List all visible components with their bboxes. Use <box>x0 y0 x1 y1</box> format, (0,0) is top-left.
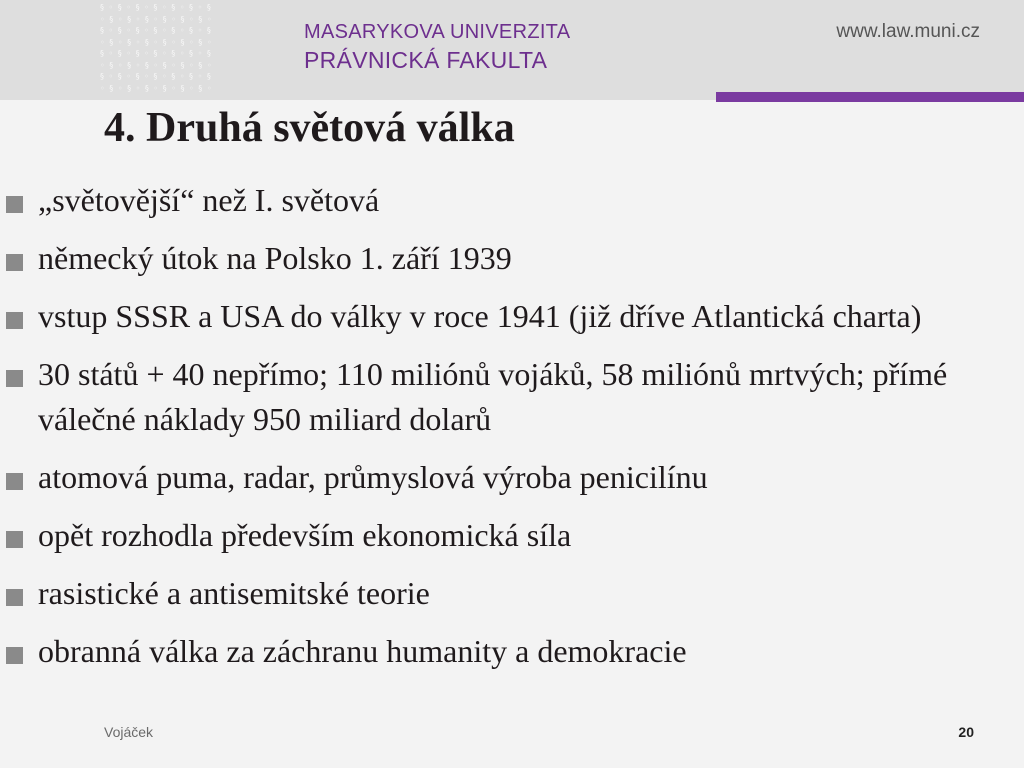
bullet-text: obranná válka za záchranu humanity a demokracie <box>38 633 687 669</box>
slide-title: 4. Druhá světová válka <box>104 105 515 151</box>
bullet-text: „světovější“ než I. světová <box>38 182 380 218</box>
square-bullet-icon <box>6 531 23 548</box>
square-bullet-icon <box>6 589 23 606</box>
university-name: MASARYKOVA UNIVERZITA <box>304 21 571 43</box>
bullet-item <box>0 178 1024 223</box>
bullet-item <box>0 455 1024 500</box>
square-bullet-icon <box>6 370 23 387</box>
page-number: 20 <box>958 724 974 740</box>
square-bullet-icon <box>6 312 23 329</box>
bullet-text: atomová puma, radar, průmyslová výroba penicilínu <box>38 459 708 495</box>
bullet-text: rasistické a antisemitské teorie <box>38 575 430 611</box>
header-band <box>0 0 1024 100</box>
bullet-item <box>0 236 1024 281</box>
bullet-item <box>0 571 1024 616</box>
bullet-text: vstup SSSR a USA do války v roce 1941 (již dříve Atlantická charta) <box>38 298 922 334</box>
bullet-item <box>0 513 1024 558</box>
bullet-list <box>0 178 1024 687</box>
accent-bar <box>716 92 1024 102</box>
bullet-text: německý útok na Polsko 1. září 1939 <box>38 240 512 276</box>
bullet-text: 30 států + 40 nepřímo; 110 miliónů vojáků, 58 miliónů mrtvých; přímé válečné náklady 950 miliard dolarů <box>38 356 948 437</box>
square-bullet-icon <box>6 254 23 271</box>
paragraph-pattern-decoration: § ◦ § ◦ § ◦ § ◦ § ◦ § ◦ § ◦ § ◦ § ◦ § ◦ § ◦ § ◦ § ◦ § ◦ § ◦ § ◦ § ◦ § ◦ § ◦ § ◦ § ◦ § ◦ § ◦ § ◦ § ◦ § ◦ § ◦ § ◦ § ◦ § ◦ § ◦ § ◦ § ◦ § ◦ § ◦ § ◦ § ◦ § ◦ § ◦ § ◦ § ◦ § ◦ § ◦ § ◦ § ◦ § ◦ § ◦ § ◦ § ◦ § ◦ § ◦ § ◦ <box>100 3 213 93</box>
square-bullet-icon <box>6 647 23 664</box>
bullet-text: opět rozhodla především ekonomická síla <box>38 517 572 553</box>
bullet-item <box>0 294 1024 339</box>
footer-author: Vojáček <box>104 724 154 740</box>
bullet-item <box>0 629 1024 674</box>
faculty-name: PRÁVNICKÁ FAKULTA <box>304 47 548 73</box>
bullet-item <box>0 352 1024 442</box>
website-url[interactable]: www.law.muni.cz <box>836 21 980 42</box>
square-bullet-icon <box>6 196 23 213</box>
square-bullet-icon <box>6 473 23 490</box>
